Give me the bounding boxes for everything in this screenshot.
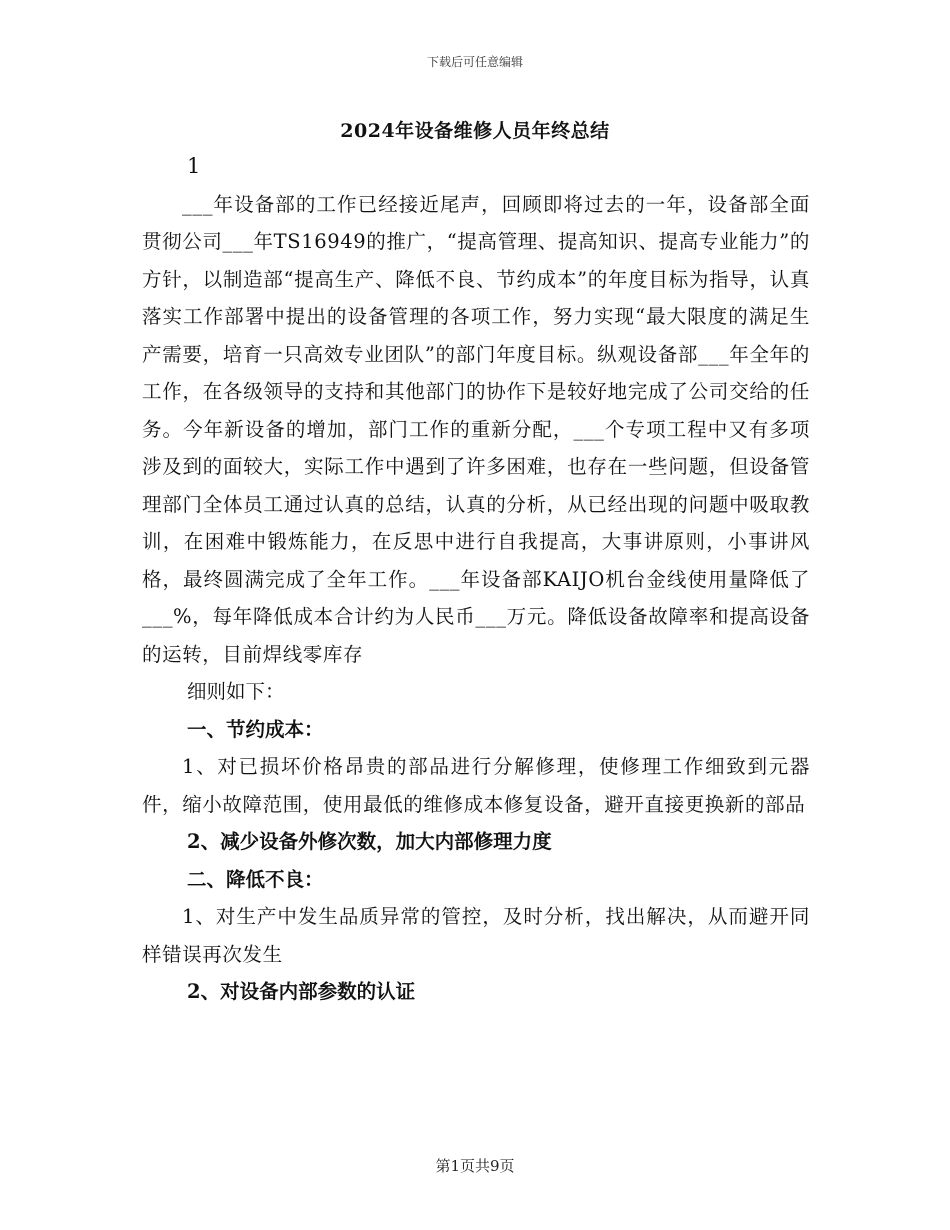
- section2-heading: 二、降低不良：: [187, 867, 324, 891]
- section1-item1: 1、对已损坏价格昂贵的部品进行分解修理，使修理工作细致到元器件，缩小故障范围，使用最低的维修成本修复设备，避开直接更换新的部品: [142, 755, 810, 816]
- document-body: [142, 148, 810, 1011]
- page-header: 下载后可任意编辑: [426, 55, 523, 69]
- section1-item2: 2、减少设备外修次数，加大内部修理力度: [187, 830, 552, 853]
- section2-item2: 2、对设备内部参数的认证: [187, 980, 416, 1003]
- section1-heading: 一、节约成本：: [187, 717, 324, 741]
- document-title: 2024年设备维修人员年终总结: [340, 120, 610, 142]
- details-label: 细则如下：: [187, 680, 285, 703]
- intro-paragraph: ___年设备部的工作已经接近尾声，回顾即将过去的一年，设备部全面贯彻公司___年TS16949的推广，“提高管理、提高知识、提高专业能力”的方针，以制造部“提高生产、降低不良、节约成本”的年度目标为指导，认真落实工作部署中提出的设备管理的各项工作，努力实现“最大限度的满足生产需要，培育一只高效专业团队”的部门年度目标。纵观设备部___年全年的工作，在各级领导的支持和其他部门的协作下是较好地完成了公司交给的任务。今年新设备的增加，部门工作的重新分配，___个专项工程中又有多项涉及到的面较大，实际工作中遇到了许多困难，也存在一些问题，但设备管理部门全体员工通过认真的总结，认真的分析，从已经出现的问题中吸取教训，在困难中锻炼能力，在反思中进行自我提高，大事讲原则，小事讲风格，最终圆满完成了全年工作。___年设备部KAIJO机台金线使用量降低了___%，每年降低成本合计约为人民币___万元。降低设备故障率和提高设备的运转，目前焊线零库存: [142, 192, 810, 666]
- section-number: 1: [187, 154, 201, 178]
- section2-item1: 1、对生产中发生品质异常的管控，及时分析，找出解决，从而避开同样错误再次发生: [142, 905, 810, 966]
- page-footer: 第1页共9页: [435, 1157, 515, 1175]
